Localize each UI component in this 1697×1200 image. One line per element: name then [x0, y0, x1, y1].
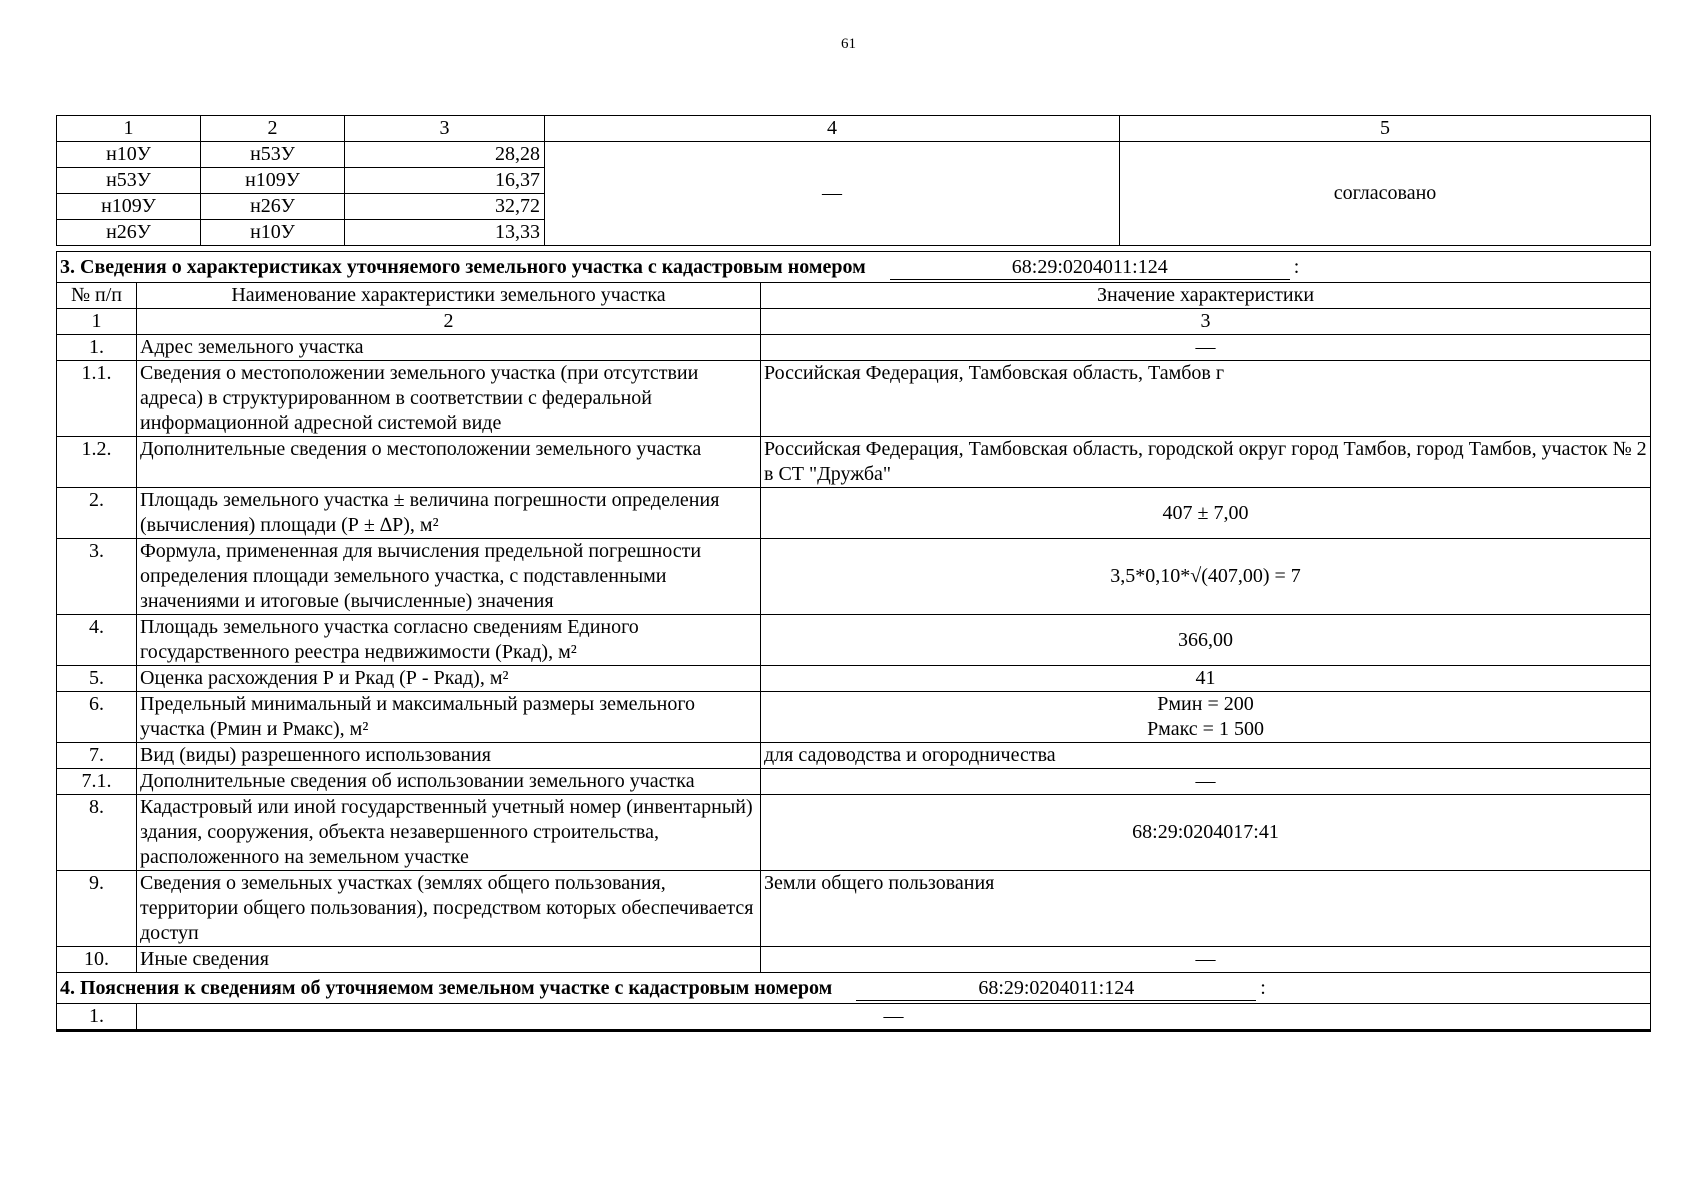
row-value: 41	[761, 666, 1651, 692]
row-value: для садоводства и огородничества	[761, 743, 1651, 769]
segment-col4-value: —	[545, 142, 1120, 246]
segments-header-cell: 2	[201, 116, 345, 142]
segments-header-row	[57, 116, 1651, 142]
segment-from: н26У	[57, 220, 201, 246]
section3-cadastral-number: 68:29:0204011:124	[890, 255, 1290, 280]
subheader-cell: 2	[137, 309, 761, 335]
row-value: —	[761, 335, 1651, 361]
row-value: 407 ± 7,00	[761, 488, 1651, 539]
row-value: Российская Федерация, Тамбовская область, Тамбов г	[761, 361, 1651, 437]
segment-from: н109У	[57, 194, 201, 220]
table-row	[57, 871, 1651, 947]
row-num: 1.1.	[57, 361, 137, 437]
table-row	[57, 666, 1651, 692]
section4-heading-row	[57, 973, 1651, 1004]
row-value-min: Рмин = 200	[1157, 693, 1254, 715]
header-value: Значение характеристики	[761, 283, 1651, 309]
row-num: 5.	[57, 666, 137, 692]
boundary-segments-table	[56, 115, 1651, 246]
table-row	[57, 795, 1651, 871]
row-name: Дополнительные сведения об использовании земельного участка	[137, 769, 761, 795]
page-number: 61	[841, 36, 856, 52]
row-value: —	[761, 769, 1651, 795]
table-row	[57, 769, 1651, 795]
segment-status: согласовано	[1120, 142, 1651, 246]
row-name: Дополнительные сведения о местоположении земельного участка	[137, 437, 761, 488]
section3-heading	[57, 252, 1651, 283]
row-value	[761, 692, 1651, 743]
characteristics-table	[56, 251, 1651, 1032]
row-num: 2.	[57, 488, 137, 539]
segments-header-cell: 4	[545, 116, 1120, 142]
row-num: 7.1.	[57, 769, 137, 795]
header-name: Наименование характеристики земельного участка	[137, 283, 761, 309]
table-row	[57, 615, 1651, 666]
row-num: 10.	[57, 947, 137, 973]
section3-title: 3. Сведения о характеристиках уточняемого земельного участка с кадастровым номером	[60, 255, 866, 278]
row-num: 1.	[57, 1004, 137, 1031]
row-name: Формула, примененная для вычисления предельной погрешности определения площади земельного участка, с подставленными значениями и итоговые (вычисленные) значения	[137, 539, 761, 615]
segment-to: н109У	[201, 168, 345, 194]
row-num: 1.2.	[57, 437, 137, 488]
table-row	[57, 488, 1651, 539]
segment-length: 13,33	[345, 220, 545, 246]
row-value: Земли общего пользования	[761, 871, 1651, 947]
table-row	[57, 335, 1651, 361]
row-name: Сведения о местоположении земельного участка (при отсутствии адреса) в структурированном в соответствии с федеральной информационной адресной системой виде	[137, 361, 761, 437]
row-num: 1.	[57, 335, 137, 361]
segment-from: н53У	[57, 168, 201, 194]
header-num: № п/п	[57, 283, 137, 309]
segment-length: 32,72	[345, 194, 545, 220]
subheader-cell: 3	[761, 309, 1651, 335]
table-row	[57, 361, 1651, 437]
table-row	[57, 1004, 1651, 1031]
row-num: 9.	[57, 871, 137, 947]
segments-header-cell: 1	[57, 116, 201, 142]
row-num: 4.	[57, 615, 137, 666]
table-row	[57, 539, 1651, 615]
row-name: Предельный минимальный и максимальный размеры земельного участка (Рмин и Рмакс), м²	[137, 692, 761, 743]
segments-header-cell: 3	[345, 116, 545, 142]
table-row	[57, 947, 1651, 973]
table-row	[57, 692, 1651, 743]
section4-cadastral-number: 68:29:0204011:124	[856, 976, 1256, 1001]
row-name: Сведения о земельных участках (землях общего пользования, территории общего пользования), посредством которых обеспечивается доступ	[137, 871, 761, 947]
segment-to: н10У	[201, 220, 345, 246]
characteristics-subheader-row	[57, 309, 1651, 335]
segments-header-cell: 5	[1120, 116, 1651, 142]
segment-length: 16,37	[345, 168, 545, 194]
row-name: Площадь земельного участка ± величина погрешности определения (вычисления) площади (Р ± ∆Р), м²	[137, 488, 761, 539]
row-value: —	[761, 947, 1651, 973]
section3-heading-row	[57, 252, 1651, 283]
row-value: 68:29:0204017:41	[761, 795, 1651, 871]
table-row	[57, 437, 1651, 488]
row-name: Площадь земельного участка согласно сведениям Единого государственного реестра недвижимости (Ркад), м²	[137, 615, 761, 666]
segment-row	[57, 142, 1651, 168]
subheader-cell: 1	[57, 309, 137, 335]
row-value: —	[137, 1004, 1651, 1031]
segment-to: н53У	[201, 142, 345, 168]
row-name: Кадастровый или иной государственный учетный номер (инвентарный) здания, сооружения, объекта незавершенного строительства, расположенного на земельном участке	[137, 795, 761, 871]
row-name: Иные сведения	[137, 947, 761, 973]
row-value: 366,00	[761, 615, 1651, 666]
characteristics-header-row	[57, 283, 1651, 309]
section4-colon: :	[1260, 976, 1266, 999]
row-value: Российская Федерация, Тамбовская область, городской округ город Тамбов, город Тамбов, участок № 2 в СТ "Дружба"	[761, 437, 1651, 488]
section4-title: 4. Пояснения к сведениям об уточняемом земельном участке с кадастровым номером	[60, 976, 833, 999]
row-value: 3,5*0,10*√(407,00) = 7	[761, 539, 1651, 615]
row-num: 3.	[57, 539, 137, 615]
row-num: 6.	[57, 692, 137, 743]
row-name: Вид (виды) разрешенного использования	[137, 743, 761, 769]
segment-length: 28,28	[345, 142, 545, 168]
row-num: 8.	[57, 795, 137, 871]
row-value-max: Рмакс = 1 500	[1147, 718, 1264, 740]
segment-to: н26У	[201, 194, 345, 220]
row-num: 7.	[57, 743, 137, 769]
section3-colon: :	[1293, 255, 1300, 278]
segment-from: н10У	[57, 142, 201, 168]
table-row	[57, 743, 1651, 769]
row-name: Оценка расхождения Р и Ркад (Р - Ркад), м²	[137, 666, 761, 692]
section4-heading	[57, 973, 1651, 1004]
row-name: Адрес земельного участка	[137, 335, 761, 361]
